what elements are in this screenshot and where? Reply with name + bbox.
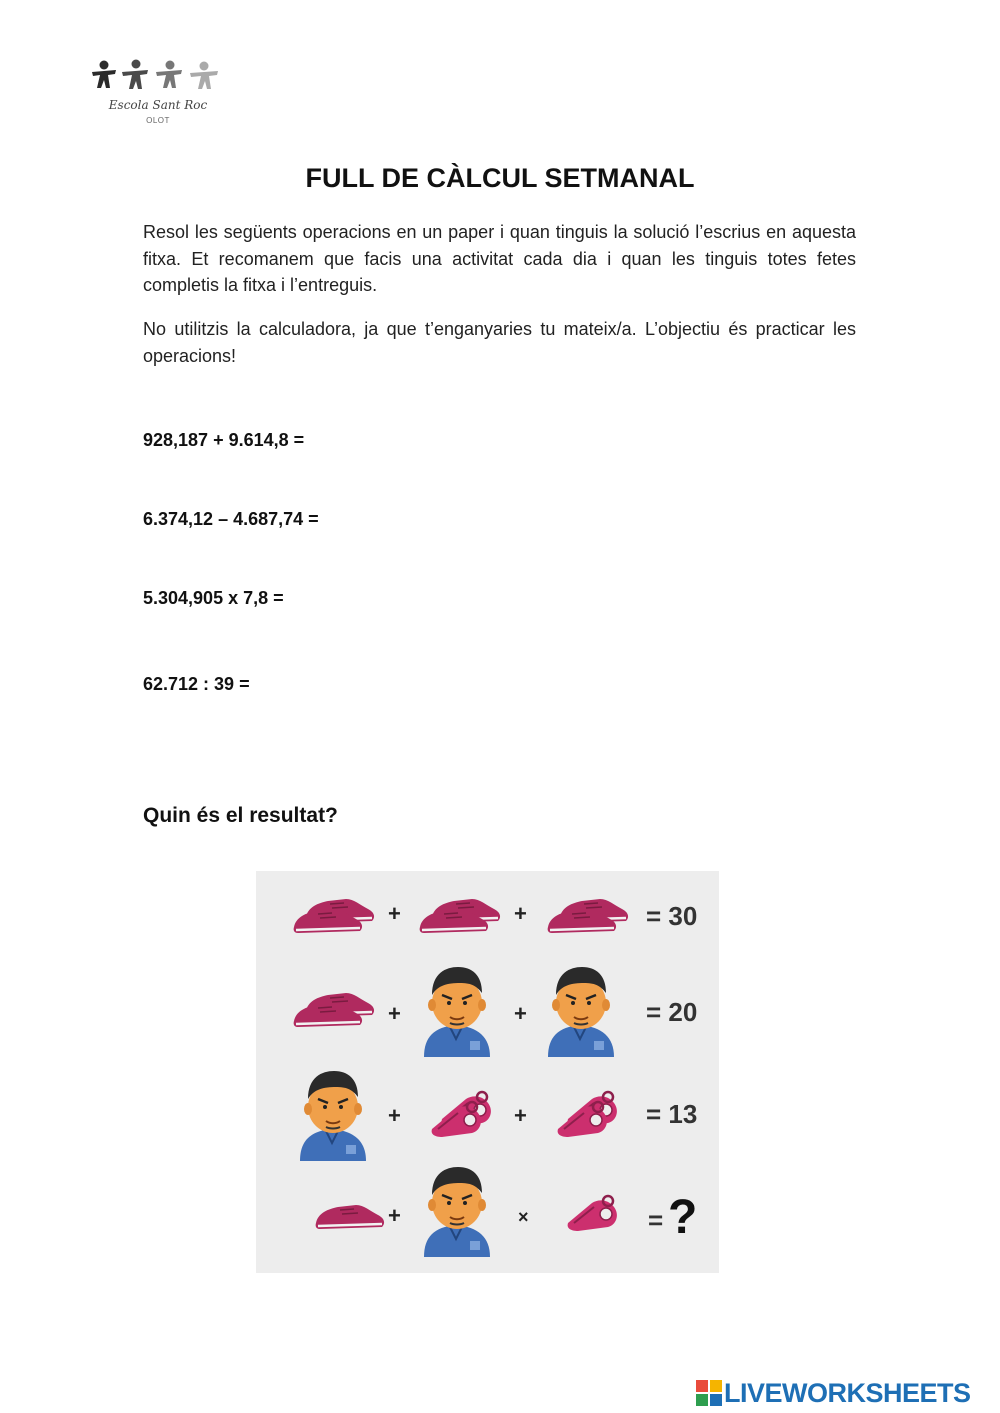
row-2 bbox=[294, 967, 698, 1057]
svg-text:+: + bbox=[388, 1203, 401, 1228]
svg-text:+: + bbox=[388, 1103, 401, 1128]
liveworksheets-brand: LIVEWORKSHEETS bbox=[724, 1378, 971, 1408]
svg-text:= 20: = 20 bbox=[646, 997, 698, 1027]
svg-text:+: + bbox=[388, 901, 401, 926]
children-chain-icon bbox=[88, 58, 228, 98]
operation-addition: 928,187 + 9.614,8 = bbox=[143, 430, 305, 450]
svg-text:= 13: = 13 bbox=[646, 1099, 698, 1129]
svg-text:+: + bbox=[514, 901, 527, 926]
whistle-pair-icon bbox=[558, 1092, 617, 1137]
svg-text:=: = bbox=[648, 1205, 664, 1235]
whistle-pair-icon bbox=[432, 1092, 491, 1137]
svg-text:+: + bbox=[388, 1001, 401, 1026]
operation-multiplication: 5.304,905 x 7,8 = bbox=[143, 588, 284, 608]
shoe-pair-icon bbox=[294, 899, 374, 933]
shoe-pair-icon bbox=[420, 899, 500, 933]
boy-icon bbox=[424, 967, 490, 1057]
shoe-single-icon bbox=[316, 1205, 384, 1229]
instructions-paragraph: Resol les següents operacions en un paper i quan tinguis la solució l’escrius en aquesta fitxa. Et recomanem que facis una activitat cada dia i quan les tinguis totes fetes completis la fitxa i l’entreguis. bbox=[143, 222, 856, 295]
shoe-pair-icon bbox=[548, 899, 628, 933]
whistle-single-icon bbox=[568, 1196, 617, 1231]
puzzle-heading: Quin és el resultat? bbox=[143, 804, 338, 827]
svg-text:= 30: = 30 bbox=[646, 901, 698, 931]
operation-subtraction: 6.374,12 – 4.687,74 = bbox=[143, 509, 319, 529]
boy-icon bbox=[300, 1071, 366, 1161]
boy-icon bbox=[424, 1167, 490, 1257]
svg-text:+: + bbox=[514, 1103, 527, 1128]
shoe-pair-icon bbox=[294, 993, 374, 1027]
svg-text:?: ? bbox=[668, 1191, 698, 1244]
picture-puzzle bbox=[256, 871, 719, 1273]
page-title: FULL DE CÀLCUL SETMANAL bbox=[305, 163, 695, 193]
liveworksheets-logo-icon bbox=[696, 1380, 722, 1406]
row-3 bbox=[300, 1071, 697, 1161]
row-4 bbox=[316, 1167, 698, 1257]
liveworksheets-footer bbox=[696, 1378, 996, 1408]
calculator-note: No utilitzis la calculadora, ja que t’enganyaries tu mateix/a. L’objectiu és practicar les operacions! bbox=[143, 319, 856, 366]
svg-text:+: + bbox=[514, 1001, 527, 1026]
row-1 bbox=[294, 899, 698, 933]
operation-division: 62.712 : 39 = bbox=[143, 674, 250, 694]
school-name: Escola Sant Roc bbox=[108, 98, 208, 112]
svg-text:×: × bbox=[518, 1207, 529, 1227]
school-logo bbox=[88, 58, 228, 130]
school-city: OLOT bbox=[146, 116, 170, 125]
puzzle-image bbox=[256, 871, 719, 1273]
boy-icon bbox=[548, 967, 614, 1057]
